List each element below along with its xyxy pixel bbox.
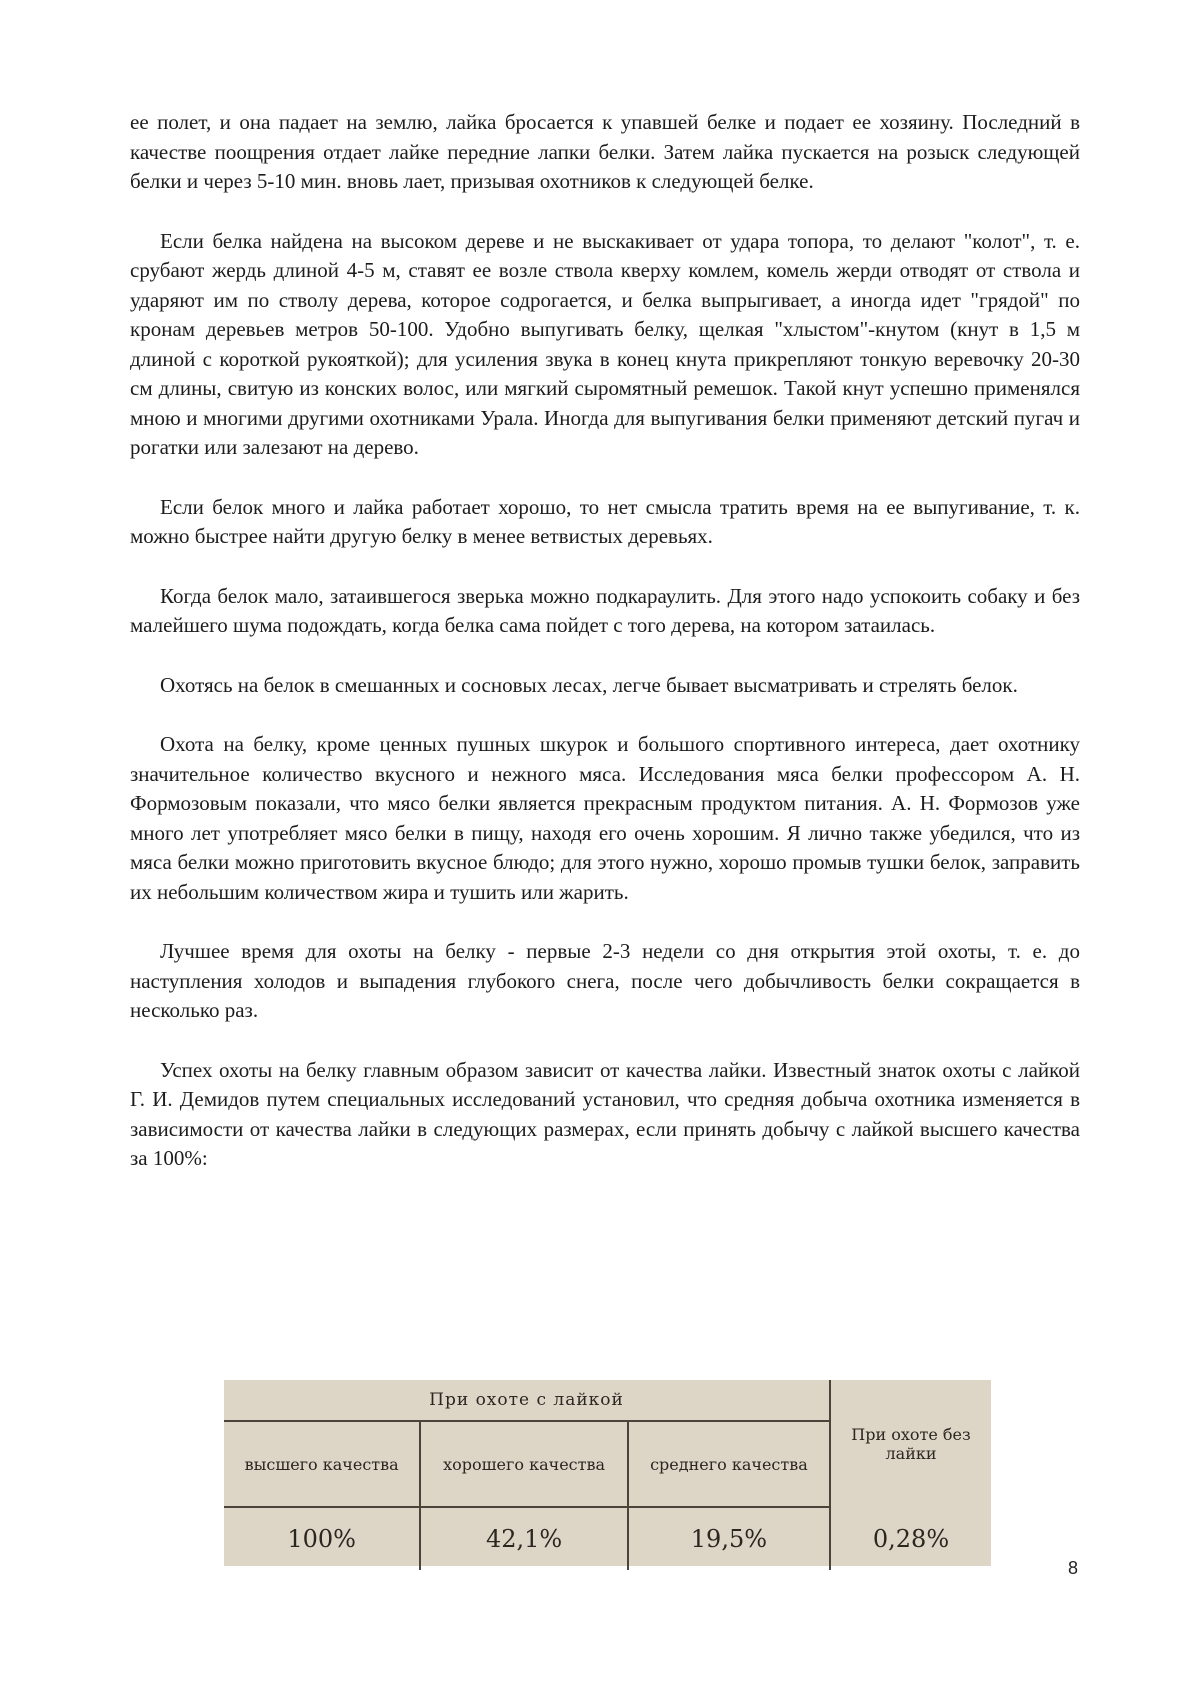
table-column-header: высшего качества (224, 1421, 420, 1507)
catch-ratio-table (224, 1380, 991, 1570)
table-cell: 100% (287, 1525, 356, 1553)
document-body (130, 108, 1080, 1204)
table-row (224, 1507, 991, 1570)
page-number: 8 (1068, 1558, 1079, 1578)
paragraph: ее полет, и она падает на землю, лайка бросается к упавшей белке и подает ее хозяину. Последний в качестве поощрения отдает лайке передние лапки белки. Затем лайка пускается на розыск следующей белки и через 5-10 мин. вновь лает, призывая охотников к следующей белке. (130, 110, 1080, 193)
paragraph: Лучшее время для охоты на белку - первые 2-3 недели со дня открытия этой охоты, т. е. до наступления холодов и выпадения глубокого снега, после чего добычливость белки сокращается в несколько раз. (130, 939, 1080, 1022)
table-column-header: среднего качества (628, 1421, 830, 1507)
paragraph: Если белка найдена на высоком дереве и не выскакивает от удара топора, то делают "колот", т. е. срубают жердь длиной 4-5 м, ставят ее возле ствола кверху комлем, комель жерди отводят от ствола и ударяют им по стволу дерева, которое содрогается, и белка выпрыгивает, а иногда идет "грядой" по кронам деревьев метров 50-100. Удобно выпугивать белку, щелкая "хлыстом"-кнутом (кнут в 1,5 м длиной с короткой рукояткой); для усиления звука в конец кнута прикрепляют тонкую веревочку 20-30 см длины, свитую из конских волос, или мягкий сыромятный ремешок. Такой кнут успешно применялся мною и многими другими охотниками Урала. Иногда для выпугивания белки применяют детский пугач и рогатки или залезают на дерево. (130, 228, 1080, 459)
table-cell: 42,1% (420, 1507, 628, 1570)
paragraph: Когда белок мало, затаившегося зверька можно подкараулить. Для этого надо успокоить собаку и без малейшего шума подождать, когда белка сама пойдет с того дерева, на котором затаилась. (130, 583, 1080, 637)
table-cell: 0,28% (830, 1507, 991, 1570)
paragraph: Если белок много и лайка работает хорошо, то нет смысла тратить время на ее выпугивание, т. к. можно быстрее найти другую белку в менее ветвистых деревьях. (130, 494, 1080, 548)
scanned-table (224, 1380, 991, 1566)
table-group-header: При охоте с лайкой (224, 1380, 830, 1421)
paragraph: Охота на белку, кроме ценных пушных шкурок и большого спортивного интереса, дает охотнику значительное количество вкусного и нежного мяса. Исследования мяса белки профессором А. Н. Формозовым показали, что мясо белки является прекрасным продуктом питания. А. Н. Формозов уже много лет употребляет мясо белки в пищу, находя его очень хорошим. Я лично также убедился, что из мяса белки можно приготовить вкусное блюдо; для этого нужно, хорошо промыв тушки белок, заправить их небольшим количеством жира и тушить или жарить. (130, 732, 1080, 904)
paragraph: Успех охоты на белку главным образом зависит от качества лайки. Известный знаток охоты с лайкой Г. И. Демидов путем специальных исследований установил, что средняя добыча охотника изменяется в зависимости от качества лайки в следующих размерах, если принять добычу с лайкой высшего качества за 100%: (130, 1057, 1080, 1170)
table-cell: 19,5% (628, 1507, 830, 1570)
paragraph: Охотясь на белок в смешанных и сосновых лесах, легче бывает высматривать и стрелять белок. (160, 672, 1018, 697)
table-column-header: хорошего качества (420, 1421, 628, 1507)
table-side-header: При охоте без лайки (830, 1380, 991, 1507)
